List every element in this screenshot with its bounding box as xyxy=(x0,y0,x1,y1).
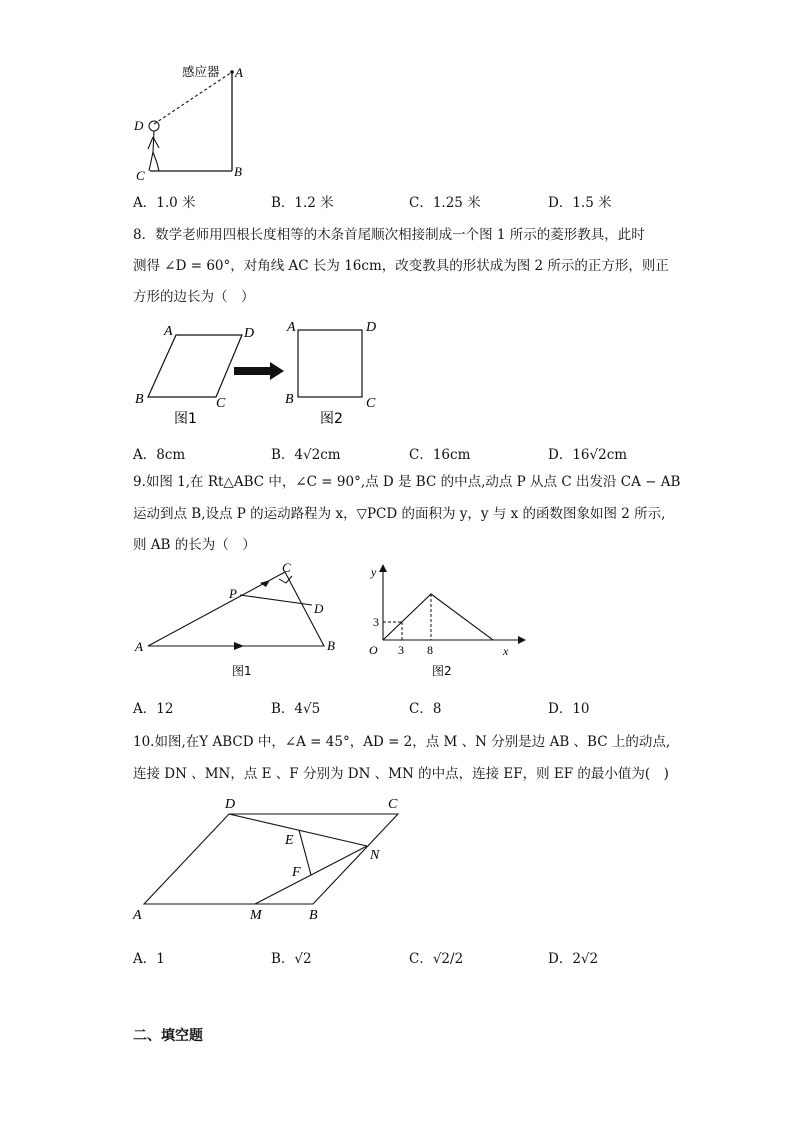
par-label-b: B xyxy=(309,908,318,923)
parallelogram-abcd xyxy=(144,814,398,904)
q9-fig1-caption: 图1 xyxy=(232,664,252,678)
figure-q9-svg xyxy=(130,560,530,685)
graph-tick-x2: 8 xyxy=(427,643,433,657)
figure-q10 xyxy=(130,792,420,927)
q9-fig2-caption: 图2 xyxy=(432,664,452,678)
q8-option-c[interactable]: C．16cm xyxy=(409,447,471,463)
graph-x-label: x xyxy=(503,644,509,658)
q10-option-c[interactable]: C．√2/2 xyxy=(409,951,464,967)
square-label-a: A xyxy=(287,320,296,335)
q10-option-b[interactable]: B．√2 xyxy=(271,951,312,967)
point-a-dot xyxy=(230,70,234,74)
sensor-ray xyxy=(154,72,232,124)
tri-label-p: P xyxy=(229,586,237,601)
segment-pd xyxy=(240,595,312,605)
figure-q7-svg xyxy=(130,60,250,185)
q7-option-c[interactable]: C．1.25 米 xyxy=(409,195,481,211)
par-label-m: M xyxy=(250,908,262,923)
figure-q8-svg xyxy=(130,315,390,430)
arrow-ab xyxy=(234,642,244,650)
figure-q10-svg xyxy=(130,792,420,927)
q10-option-d[interactable]: D．2√2 xyxy=(548,951,599,967)
rhombus-label-d: D xyxy=(244,326,255,341)
label-c: C xyxy=(136,168,145,183)
tri-label-b: B xyxy=(327,638,335,653)
q8-line-2: 测得 ∠D = 60°，对角线 AC 长为 16cm，改变教具的形状成为图 2 所示的正方形，则正 xyxy=(133,258,669,274)
par-label-c: C xyxy=(388,797,398,812)
q8-line-1: 8．数学老师用四根长度相等的木条首尾顺次相接制成一个图 1 所示的菱形教具，此时 xyxy=(133,227,645,243)
sensor-label: 感应器 xyxy=(182,64,220,79)
par-label-a: A xyxy=(133,908,142,923)
square xyxy=(298,330,362,397)
figure-q7 xyxy=(130,60,250,185)
q9-option-b[interactable]: B．4√5 xyxy=(271,701,321,717)
graph-function-line xyxy=(383,594,493,640)
figure-q8 xyxy=(130,315,390,430)
label-b: B xyxy=(234,164,242,179)
graph-tick-y: 3 xyxy=(373,615,379,629)
par-label-e: E xyxy=(285,833,294,848)
q8-option-a[interactable]: A．8cm xyxy=(133,447,186,463)
q10-line-2: 连接 DN 、MN，点 E 、F 分别为 DN 、MN 的中点，连接 EF，则 EF 的最小值为( ) xyxy=(133,766,669,782)
square-label-b: B xyxy=(285,392,294,407)
square-label-c: C xyxy=(366,396,376,411)
rhombus-label-a: A xyxy=(164,324,173,339)
q7-option-d[interactable]: D．1.5 米 xyxy=(548,195,612,211)
q8-fig1-caption: 图1 xyxy=(174,411,197,427)
q9-line-3: 则 AB 的长为（ ） xyxy=(133,537,256,553)
q9-line-1: 9.如图 1,在 Rt△ABC 中，∠C = 90°,点 D 是 BC 的中点,动点 P 从点 C 出发沿 CA − AB xyxy=(133,474,681,490)
segment-dn xyxy=(229,814,367,846)
q10-option-a[interactable]: A．1 xyxy=(133,951,165,967)
q9-line-2: 运动到点 B,设点 P 的运动路程为 x，▽PCD 的面积为 y，y 与 x 的函数图象如图 2 所示, xyxy=(133,506,666,522)
label-d: D xyxy=(134,118,144,133)
label-a: A xyxy=(235,65,243,80)
person-body xyxy=(148,131,159,171)
graph-tick-x1: 3 xyxy=(398,643,404,657)
segment-ef xyxy=(299,830,311,875)
par-label-d: D xyxy=(225,797,236,812)
tri-label-d: D xyxy=(314,601,324,616)
person-head xyxy=(149,121,159,131)
par-label-n: N xyxy=(370,848,380,863)
square-label-d: D xyxy=(366,320,377,335)
rhombus-label-c: C xyxy=(216,396,226,411)
tri-label-c: C xyxy=(282,560,291,575)
transform-arrow xyxy=(234,362,284,380)
q9-option-a[interactable]: A．12 xyxy=(133,701,174,717)
rhombus xyxy=(148,335,242,397)
q8-option-b[interactable]: B．4√2cm xyxy=(271,447,341,463)
arrow-ca xyxy=(260,580,270,587)
q8-line-3: 方形的边长为（ ） xyxy=(133,289,255,305)
graph-origin-label: O xyxy=(369,643,378,657)
graph-y-label: y xyxy=(371,565,377,579)
tri-label-a: A xyxy=(135,639,143,654)
q10-line-1: 10.如图,在Y ABCD 中，∠A = 45°，AD = 2，点 M 、N 分别是边 AB 、BC 上的动点, xyxy=(133,734,671,750)
graph-y-arrow xyxy=(379,564,387,572)
section-title: 二、填空题 xyxy=(133,1028,203,1044)
triangle-abc xyxy=(148,572,324,646)
q9-option-d[interactable]: D．10 xyxy=(548,701,590,717)
q9-option-c[interactable]: C．8 xyxy=(409,701,442,717)
q8-fig2-caption: 图2 xyxy=(320,411,343,427)
graph-x-arrow xyxy=(518,636,526,644)
rhombus-label-b: B xyxy=(135,392,144,407)
figure-q9 xyxy=(130,560,530,685)
q7-option-a[interactable]: A．1.0 米 xyxy=(133,195,196,211)
par-label-f: F xyxy=(292,865,301,880)
q8-option-d[interactable]: D．16√2cm xyxy=(548,447,628,463)
q7-option-b[interactable]: B．1.2 米 xyxy=(271,195,334,211)
